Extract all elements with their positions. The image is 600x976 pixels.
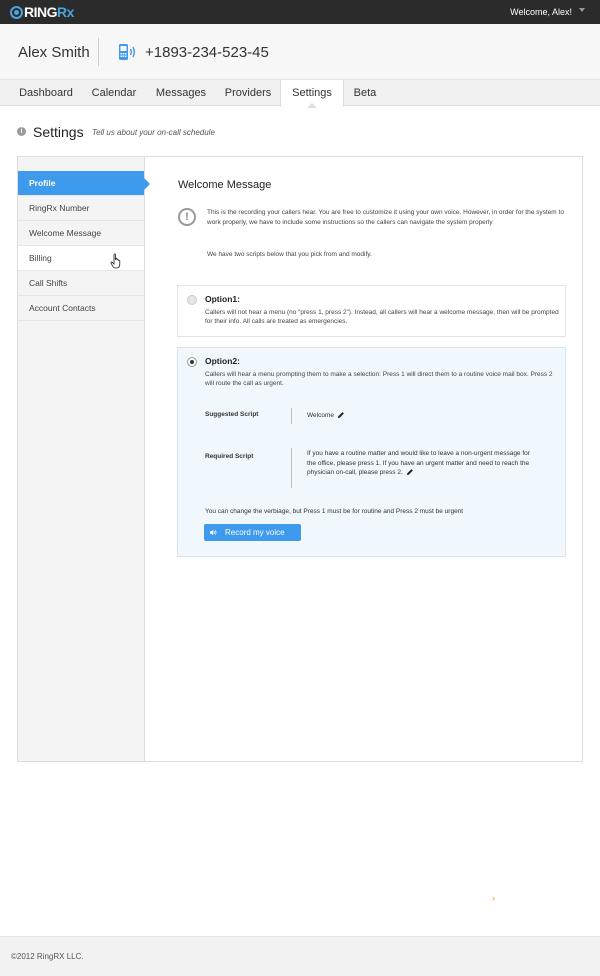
verbiage-note: You can change the verbiage, but Press 1 must be for routine and Press 2 must be urgent xyxy=(205,508,464,515)
logo-ring-text: RING xyxy=(24,4,57,20)
option2-title: Option2: xyxy=(205,356,240,366)
logo-icon xyxy=(10,6,23,19)
script-divider xyxy=(291,408,292,424)
sidebar-item-account-contacts[interactable] xyxy=(18,296,144,321)
header-divider xyxy=(98,38,99,66)
user-name: Alex Smith xyxy=(18,44,90,61)
welcome-message-section xyxy=(145,157,582,761)
pencil-icon[interactable] xyxy=(337,411,345,419)
tab-beta[interactable]: Beta xyxy=(353,87,377,99)
option1-card[interactable] xyxy=(177,285,566,337)
user-header xyxy=(0,24,600,80)
script-divider xyxy=(291,448,292,488)
option2-card[interactable] xyxy=(177,347,566,557)
sidebar-item-call-shifts[interactable] xyxy=(18,271,144,296)
phone-icon xyxy=(118,42,138,62)
record-voice-label: Record my voice xyxy=(225,528,285,537)
settings-sidebar xyxy=(18,157,145,761)
info-icon: i xyxy=(17,127,26,136)
settings-panel xyxy=(17,156,583,762)
speaker-icon xyxy=(210,529,217,536)
phone-number: +1893-234-523-45 xyxy=(145,44,269,61)
tab-calendar[interactable]: Calendar xyxy=(91,87,137,99)
option2-description: Callers will hear a menu prompting them to make a selection: Press 1 will direct them to a routine voice mail box. Press 2 will route the call as urgent. xyxy=(205,371,553,387)
tab-providers[interactable]: Providers xyxy=(224,87,272,99)
suggested-script-value[interactable] xyxy=(307,411,345,421)
intro-text-2: We have two scripts below that you pick from and modify. xyxy=(207,251,372,258)
chevron-right-icon[interactable]: › xyxy=(492,893,495,903)
tab-settings[interactable] xyxy=(280,80,344,107)
pencil-icon[interactable] xyxy=(406,468,414,476)
sidebar-item-welcome-message[interactable] xyxy=(18,221,144,246)
sidebar-item-label: Account Contacts xyxy=(29,303,96,313)
option1-radio[interactable] xyxy=(187,295,197,305)
top-bar xyxy=(0,0,600,24)
sidebar-item-billing[interactable] xyxy=(18,246,144,271)
record-voice-button[interactable] xyxy=(204,524,301,541)
ringrx-logo[interactable] xyxy=(10,4,74,20)
alert-icon: ! xyxy=(178,208,196,226)
suggested-script-text: Welcome xyxy=(307,412,334,419)
footer xyxy=(0,936,600,976)
option1-description: Callers will not hear a menu (no “press 1, press 2”). Instead, all callers will hear a welcome message, then will be prompted for their info. All calls are treated as emergencies. xyxy=(205,309,559,325)
required-script-value[interactable] xyxy=(307,449,537,478)
sidebar-item-profile[interactable] xyxy=(18,171,144,196)
sidebar-item-ringrx-number[interactable] xyxy=(18,196,144,221)
option2-radio[interactable] xyxy=(187,357,197,367)
sidebar-item-label: RingRx Number xyxy=(29,203,90,213)
copyright: ©2012 RingRX LLC. xyxy=(11,952,84,961)
hand-cursor-icon xyxy=(110,253,124,269)
section-title: Welcome Message xyxy=(178,179,272,191)
page-title: Settings xyxy=(33,124,84,140)
tab-dashboard[interactable]: Dashboard xyxy=(19,87,73,99)
logo-rx-text: Rx xyxy=(57,4,74,20)
welcome-user-menu[interactable]: Welcome, Alex! xyxy=(510,7,572,17)
option1-title: Option1: xyxy=(205,294,240,304)
tab-settings-label: Settings xyxy=(292,87,332,99)
sidebar-item-label: Call Shifts xyxy=(29,278,68,288)
required-script-text: If you have a routine matter and would like to leave a non-urgent message for the office, please press 1. If you have an urgent matter and need to reach the physician on-call, please press 2. xyxy=(307,450,530,476)
chevron-down-icon[interactable] xyxy=(579,8,585,12)
active-tab-caret xyxy=(307,103,317,108)
main-nav xyxy=(0,80,600,106)
page-subtitle: Tell us about your on-call schedule xyxy=(92,128,215,137)
suggested-script-label: Suggested Script xyxy=(205,411,259,418)
sidebar-item-label: Billing xyxy=(29,253,52,263)
required-script-label: Required Script xyxy=(205,453,254,460)
sidebar-item-label: Welcome Message xyxy=(29,228,102,238)
tab-messages[interactable]: Messages xyxy=(155,87,207,99)
sidebar-item-label: Profile xyxy=(29,178,56,188)
intro-text: This is the recording your callers hear. You are free to customize it using your own voice. However, in order for the system to work properly, we have to include some instructions so the callers can navigate the system properly xyxy=(207,209,564,226)
